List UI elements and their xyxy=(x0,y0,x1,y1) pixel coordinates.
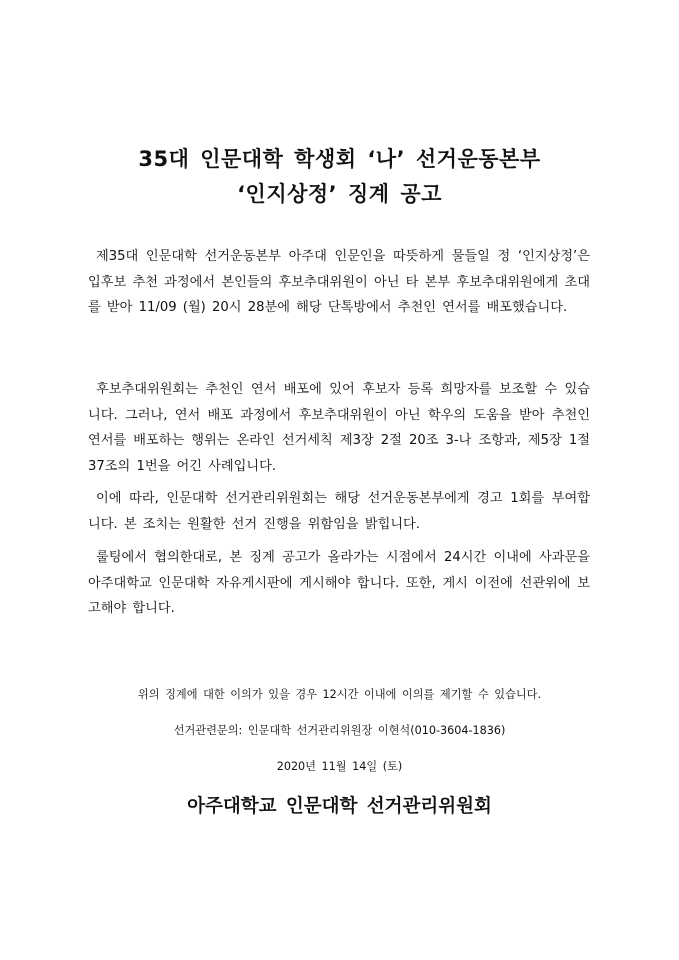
notice-date: 2020년 11월 14일 (토) xyxy=(276,760,403,773)
paragraph-incident: 제35대 인문대학 선거운동본부 아주대 인문인을 따뜻하게 물들일 정 ‘인지상정’은 입후보 추천 과정에서 본인들의 후보추대위원이 아닌 타 본부 후보추대위원에게 초대를 받아 11/09 (월) 20시 28분에 해당 단톡방에서 추천인 연서를 배포했습니다. xyxy=(88,249,590,315)
paragraph-apology-requirement: 룰팅에서 협의한대로, 본 징계 공고가 올라가는 시점에서 24시간 이내에 사과문을 아주대학교 인문대학 자유게시판에 게시해야 합니다. 또한, 게시 이전에 선관위에 보고해야 합니다. xyxy=(88,550,590,616)
paragraph-violation: 후보추대위원회는 추천인 연서 배포에 있어 후보자 등록 희망자를 보조할 수 있습니다. 그러나, 연서 배포 과정에서 후보추대위원이 아닌 학우의 도움을 받아 추천인 연서를 배포하는 행위는 온라인 선거세칙 제3장 2절 20조 3-나 조항과, 제5장 1절 37조의 1번을 어긴 사례입니다. xyxy=(88,382,590,474)
contact-info: 선거관련문의: 인문대학 선거관리위원장 이현석(010-3604-1836) xyxy=(173,724,506,737)
notice-title-line2: ‘인지상정’ 징계 공고 xyxy=(237,182,442,206)
objection-note: 위의 징계에 대한 이의가 있을 경우 12시간 이내에 이의를 제기할 수 있습니다. xyxy=(137,688,542,701)
paragraph-penalty: 이에 따라, 인문대학 선거관리위원회는 해당 선거운동본부에게 경고 1회를 부여합니다. 본 조치는 원활한 선거 진행을 위함임을 밝힙니다. xyxy=(88,491,590,532)
issuing-organization: 아주대학교 인문대학 선거관리위원회 xyxy=(187,796,492,817)
notice-title-line1: 35대 인문대학 학생회 ‘나’ 선거운동본부 xyxy=(138,147,541,171)
